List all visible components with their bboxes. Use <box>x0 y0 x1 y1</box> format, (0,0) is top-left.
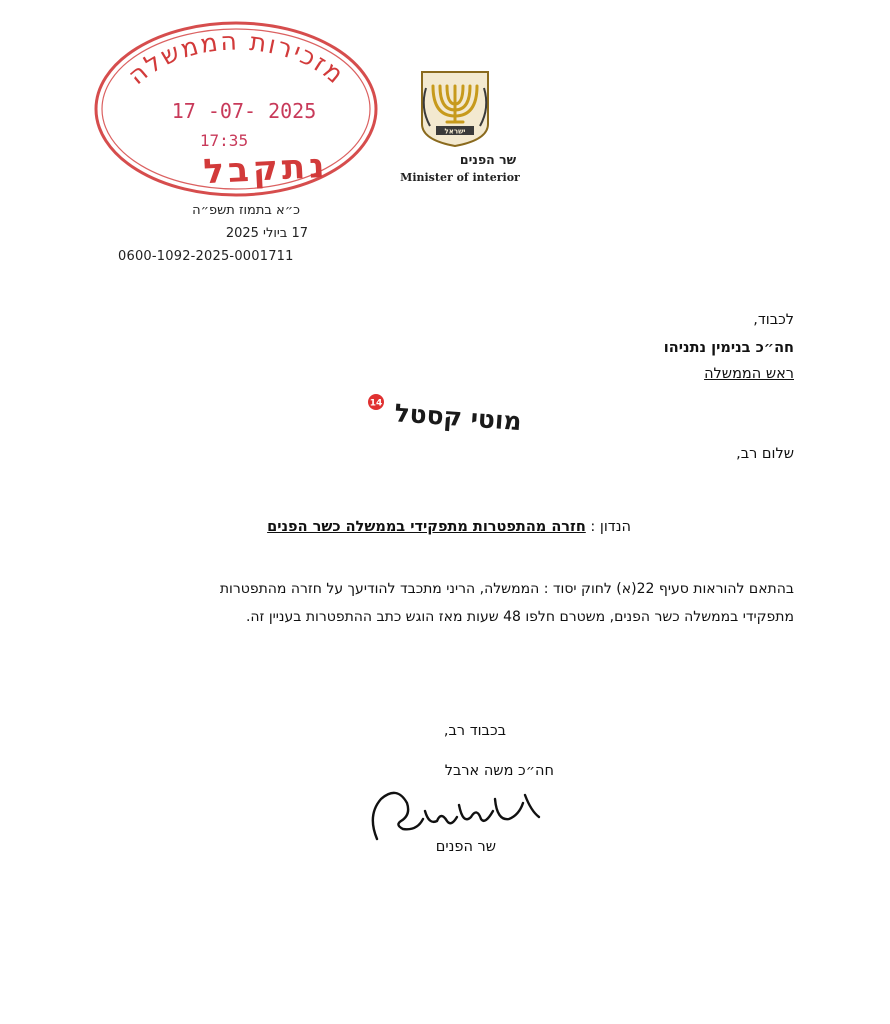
received-stamp <box>90 18 383 201</box>
channel-watermark <box>358 388 538 438</box>
gregorian-date: 17 ביולי 2025 <box>225 226 308 241</box>
reference-number: 0600-1092-2025-0001711 <box>118 249 294 264</box>
body-line: מתפקידי בממשלה כשר הפנים, משטרם חלפו 48 שעות מאז הוגש כתב ההתפטרות בעניין זה. <box>245 609 794 625</box>
stamp-arc-text: מזכירות הממשלה <box>122 26 351 91</box>
recipient-name: חה״כ בנימין נתניהו <box>663 340 794 356</box>
recipient-salutation: לכבוד, <box>753 312 794 328</box>
stamp-date: 17 -07- 2025 <box>171 99 317 123</box>
closing-regards: בכבוד רב, <box>443 723 506 739</box>
menorah-emblem-icon <box>414 68 496 148</box>
watermark-badge: 14 <box>369 398 383 409</box>
watermark-text: מוטי קסטל <box>393 398 523 437</box>
subject-label: הנדון : <box>590 519 631 535</box>
ministry-title-hebrew: שר הפנים <box>459 152 517 167</box>
signer-position: שר הפנים <box>435 839 496 855</box>
stamp-time: 17:35 <box>199 131 249 150</box>
greeting: שלום רב, <box>736 446 794 462</box>
subject-line <box>267 519 631 535</box>
hebrew-date: כ״א בתמוז תשפ״ה <box>192 203 300 218</box>
signer-name: חה״כ משה ארבל <box>444 763 554 779</box>
letter-body <box>94 575 794 631</box>
ministry-title-english: Minister of interior <box>400 171 520 184</box>
recipient-role: ראש הממשלה <box>704 366 794 382</box>
emblem-label: ישראל <box>444 127 466 136</box>
received-stamp-graphic <box>90 18 383 201</box>
stamp-status: נתקבל <box>202 145 330 193</box>
body-line: בהתאם להוראות סעיף 22(א) לחוק יסוד : הממשלה, הריני מתכבד להודיעך על חזרה מהתפטרות <box>219 581 794 597</box>
subject-text: חזרה מהתפטרות מתפקידי בממשלה כשר הפנים <box>267 519 586 535</box>
